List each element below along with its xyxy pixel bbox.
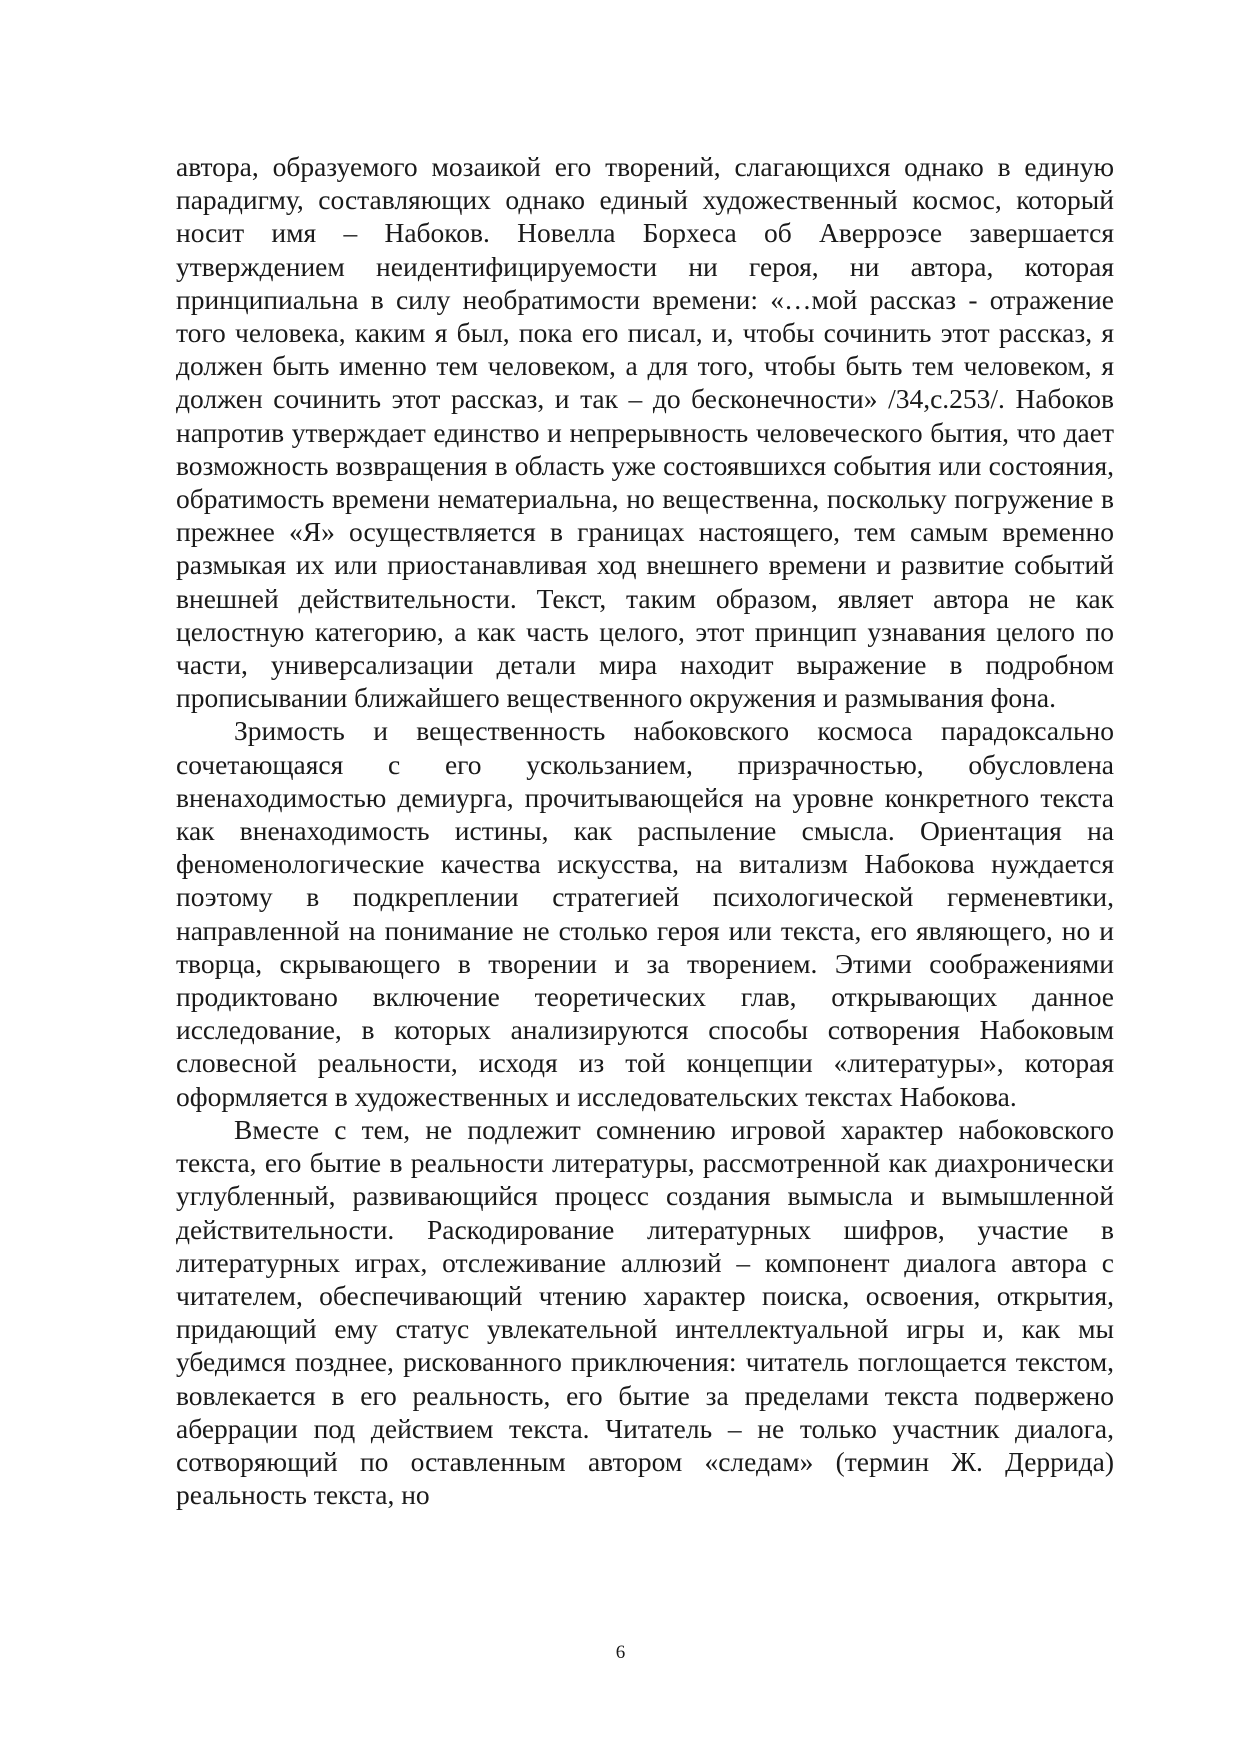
paragraph-zrimost: Зримость и вещественность набоковского космоса парадоксально сочетающаяся с его ускользанием, призрачностью, обусловлена вненаходимостью демиурга, прочитывающейся на уровне конкретного текста как вненаходимость истины, как распыление смысла. Ориентация на феноменологические качества искусства, на витализм Набокова нуждается поэтому в подкреплении стратегией психологической герменевтики, направленной на понимание не столько героя или текста, его являющего, но и творца, скрывающего в творении и за творением. Этими соображениями продиктовано включение теоретических глав, открывающих данное исследование, в которых анализируются способы сотворения Набоковым словесной реальности, исходя из той концепции «литературы», которая оформляется в художественных и исследовательских текстах Набокова. bbox=[176, 715, 1114, 1112]
paragraph-vmeste-s-tem: Вместе с тем, не подлежит сомнению игровой характер набоковского текста, его бытие в реальности литературы, рассмотренной как диахронически углубленный, развивающийся процесс создания вымысла и вымышленной действительности. Раскодирование литературных шифров, участие в литературных играх, отслеживание аллюзий – компонент диалога автора с читателем, обеспечивающий чтению характер поиска, освоения, открытия, придающий ему статус увлекательной интеллектуальной игры и, как мы убедимся позднее, рискованного приключения: читатель поглощается текстом, вовлекается в его реальность, его бытие за пределами текста подвержено аберрации под действием текста. Читатель – не только участник диалога, сотворяющий по оставленным автором «следам» (термин Ж. Деррида) реальность текста, но bbox=[176, 1113, 1114, 1511]
page-number: 6 bbox=[615, 1642, 626, 1663]
body-text bbox=[176, 150, 1114, 1511]
paragraph-continuation: автора, образуемого мозаикой его творений, слагающихся однако в единую парадигму, составляющих однако единый художественный космос, который носит имя – Набоков. Новелла Борхеса об Аверроэсе завершается утверждением неидентифицируемости ни героя, ни автора, которая принципиальна в силу необратимости времени: «…мой рассказ - отражение того человека, каким я был, пока его писал, и, чтобы сочинить этот рассказ, я должен быть именно тем человеком, а для того, чтобы быть тем человеком, я должен сочинить этот рассказ, и так – до бесконечности» /34,с.253/. Набоков напротив утверждает единство и непрерывность человеческого бытия, что дает возможность возвращения в область уже состоявшихся события или состояния, обратимость времени нематериальна, но вещественна, поскольку погружение в прежнее «Я» осуществляется в границах настоящего, тем самым временно размыкая их или приостанавливая ход внешнего времени и развитие событий внешней действительности. Текст, таким образом, являет автора не как целостную категорию, а как часть целого, этот принцип узнавания целого по части, универсализации детали мира находит выражение в подробном прописывании ближайшего вещественного окружения и размывания фона. bbox=[176, 151, 1114, 714]
